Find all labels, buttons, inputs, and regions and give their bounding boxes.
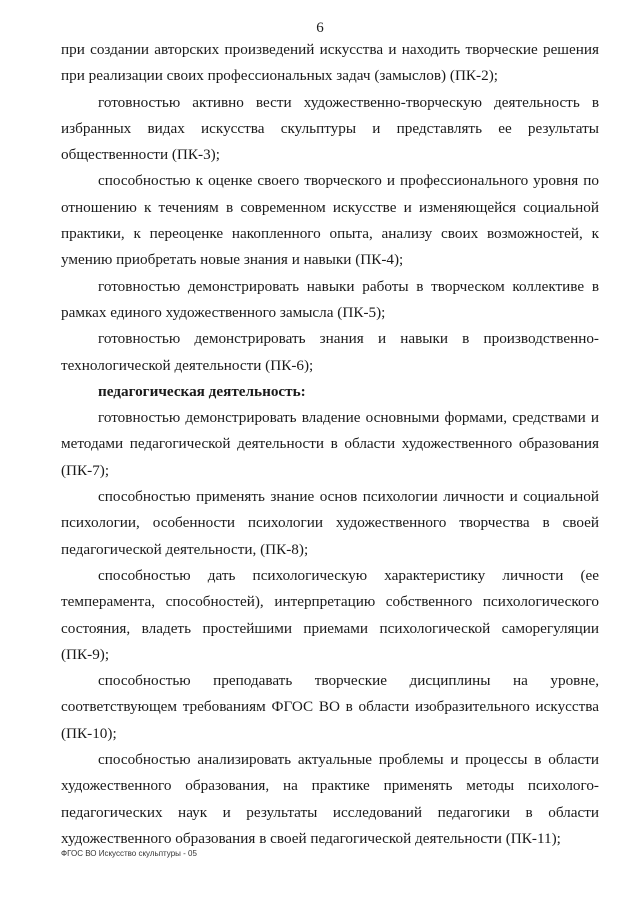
- section-heading-pedagogical: педагогическая деятельность:: [98, 382, 306, 400]
- page-number: 6: [316, 20, 324, 36]
- paragraph-pk3: готовностью активно вести художественно-творческую деятельность в избранных видах искусства скульптуры и представлять ее результаты общественности (ПК-3);: [61, 93, 599, 164]
- paragraph-pk2-continuation: при создании авторских произведений искусства и находить творческие решения при реализации своих профессиональных задач (замыслов) (ПК-2);: [61, 41, 599, 85]
- paragraph-pk6: готовностью демонстрировать знания и навыки в производственно-технологической деятельности (ПК-6);: [61, 330, 599, 374]
- paragraph-pk5: готовностью демонстрировать навыки работы в творческом коллективе в рамках единого художественного замысла (ПК-5);: [61, 277, 599, 321]
- paragraph-pk7: готовностью демонстрировать владение основными формами, средствами и методами педагогической деятельности в области художественного образования (ПК-7);: [61, 409, 599, 479]
- page-footer: ФГОС ВО Искусство скульптуры - 05: [61, 849, 197, 858]
- paragraph-pk8: способностью применять знание основ психологии личности и социальной психологии, особенности психологии художественного творчества в своей педагогической деятельности, (ПК-8);: [61, 488, 599, 558]
- paragraph-pk10: способностью преподавать творческие дисциплины на уровне, соответствующем требованиям ФГОС ВО в области изобразительного искусства (ПК-10);: [61, 672, 599, 742]
- paragraph-pk4: способностью к оценке своего творческого и профессионального уровня по отношению к течениям в современном искусстве и изменяющейся социальной практики, к переоценке накопленного опыта, анализу своих возможностей, к умению приобретать новые знания и навыки (ПК-4);: [61, 172, 599, 269]
- paragraph-pk9: способностью дать психологическую характеристику личности (ее темперамента, способностей), интерпретацию собственного психологического состояния, владеть простейшими приемами психологической саморегуляции (ПК-9);: [61, 566, 599, 663]
- document-body: [61, 37, 599, 852]
- paragraph-pk11: способностью анализировать актуальные проблемы и процессы в области художественного образования, на практике применять методы психолого-педагогических наук и результаты исследований педагогики в области художественного образования в своей педагогической деятельности (ПК-11);: [61, 751, 599, 847]
